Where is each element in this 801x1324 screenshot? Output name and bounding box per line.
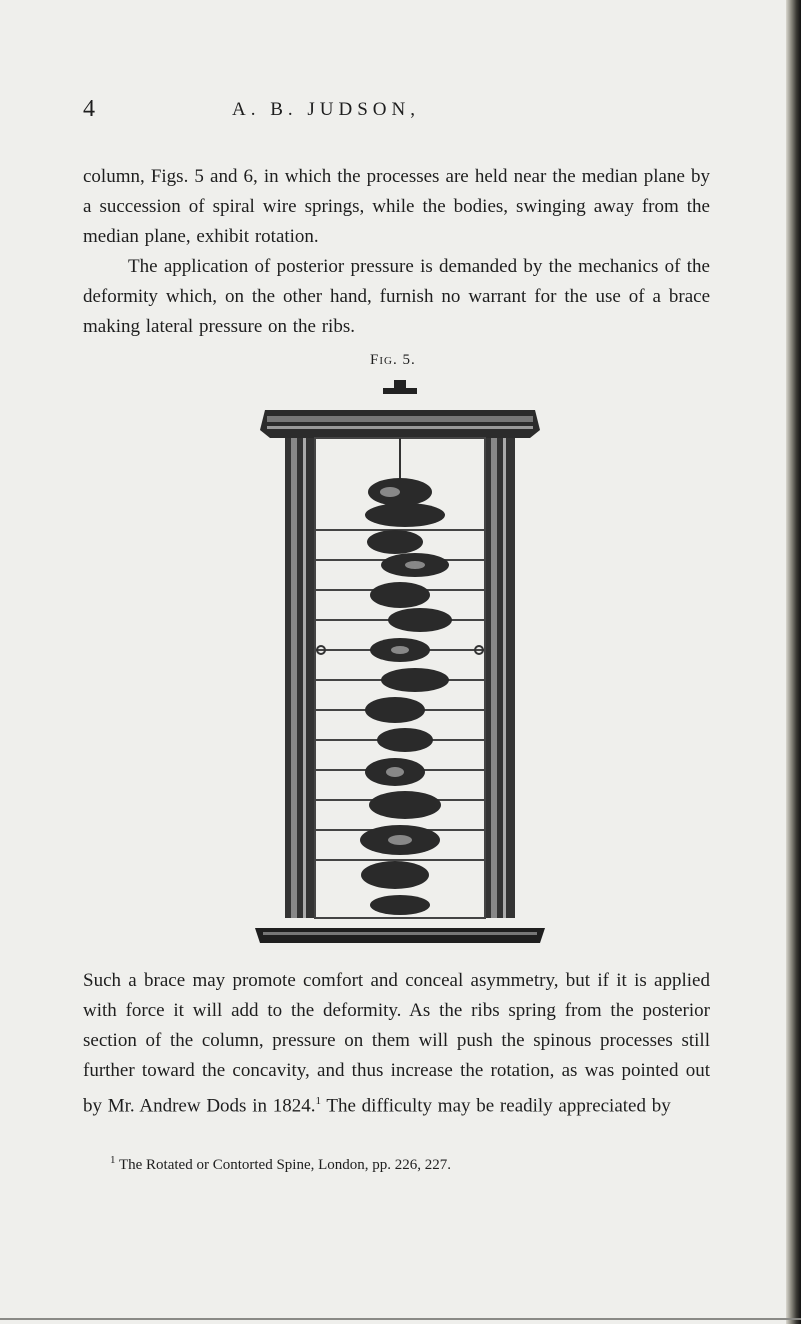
paragraph-3-text: Such a brace may promote comfort and conceal asymmetry, but if it is applied with force it will add to the deformity. As the ribs spring from the posterior section of the column, pressure on them will push the spinous processes still further toward the concavity, and thus increase the rotation, as was pointed out by Mr. Andrew Dods in 1824. bbox=[83, 970, 710, 1117]
spine-model-illustration-icon bbox=[255, 380, 545, 945]
paragraph-2: The application of posterior pressure is demanded by the mechanics of the deformity which, on the other hand, furnish no warrant for the use of a brace making lateral pressure on the ribs. bbox=[83, 256, 710, 337]
bottom-rule bbox=[0, 1318, 801, 1320]
text-block-bottom bbox=[83, 966, 710, 1121]
paragraph-1: column, Figs. 5 and 6, in which the processes are held near the median plane by a succession of spiral wire springs, while the bodies, swinging away from the median plane, exhibit rotation. bbox=[83, 166, 710, 247]
figure-caption: Fig. 5. bbox=[370, 352, 416, 368]
footnote-marker: 1 bbox=[110, 1154, 116, 1166]
footnote bbox=[110, 1154, 451, 1174]
page-number: 4 bbox=[83, 96, 95, 122]
text-block-top bbox=[83, 162, 710, 342]
footnote-reference: 1 bbox=[315, 1095, 321, 1107]
page-edge-shadow bbox=[786, 0, 801, 1324]
paragraph-3 bbox=[83, 966, 710, 1121]
running-head: A. B. JUDSON, bbox=[232, 99, 420, 120]
footnote-text: The Rotated or Contorted Spine, London, pp. 226, 227. bbox=[115, 1157, 452, 1173]
paragraph-3-continuation: The difficulty may be readily appreciated by bbox=[320, 1095, 671, 1117]
